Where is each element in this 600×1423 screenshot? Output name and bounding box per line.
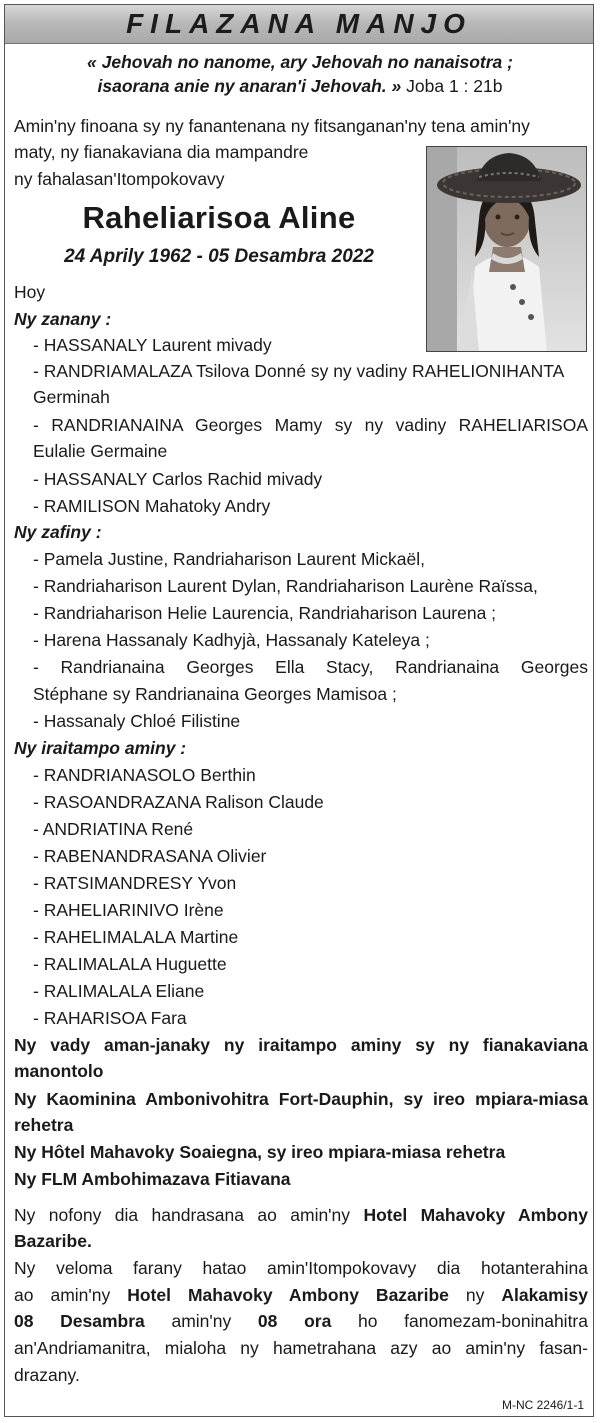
deceased-dates: 24 Aprily 1962 - 05 Desambra 2022 [64, 246, 374, 267]
service-line-4: an'Andriamanitra, mialoha ny hametrahana azy ao amin'ny fasan- [14, 1338, 588, 1358]
list-item: - RATSIMANDRESY Yvon [33, 873, 237, 893]
list-item: - Randrianaina Georges Ella Stacy, Randrianaina Georges [33, 657, 588, 677]
reference-code: M-NC 2246/1-1 [501, 1398, 584, 1412]
others-line: Ny vady aman-janaky ny iraitampo aminy sy ny fianakaviana [14, 1035, 588, 1055]
intro-line-1: Amin'ny finoana sy ny fanantenana ny fitsanganan'ny tena amin'ny [14, 116, 530, 136]
list-item: Eulalie Germaine [33, 441, 168, 461]
others-line: Ny Kaominina Ambonivohitra Fort-Dauphin, sy ireo mpiara-miasa [14, 1089, 588, 1109]
others-line: rehetra [14, 1115, 74, 1135]
list-item: - RALIMALALA Eliane [33, 981, 205, 1001]
list-item: - Hassanaly Chloé Filistine [33, 711, 241, 731]
wake-place-2: Bazaribe. [14, 1231, 92, 1251]
service-line-2 [14, 1282, 588, 1308]
others-line: Ny Hôtel Mahavoky Soaiegna, sy ireo mpiara-miasa rehetra [14, 1142, 506, 1162]
list-item: - RALIMALALA Huguette [33, 954, 227, 974]
list-item: - ANDRIATINA René [33, 819, 194, 839]
service-text: ny [465, 1285, 485, 1305]
list-item: - RANDRIANAINA Georges Mamy sy ny vadiny RAHELIARISOA [33, 415, 588, 435]
list-item: Germinah [33, 387, 110, 407]
grandchildren-heading: Ny zafiny : [14, 522, 102, 542]
service-date: 08 Desambra [14, 1311, 145, 1331]
others-line: manontolo [14, 1061, 104, 1081]
list-item: Stéphane sy Randrianaina Georges Mamisoa ; [33, 684, 397, 704]
list-item: - RAHARISOA Fara [33, 1008, 187, 1028]
list-item: - RANDRIANASOLO Berthin [33, 765, 256, 785]
list-item: - RAHELIMALALA Martine [33, 927, 239, 947]
list-item: - RANDRIAMALAZA Tsilova Donné sy ny vadiny RAHELIONIHANTA [33, 361, 565, 381]
list-item: - Harena Hassanaly Kadhyjà, Hassanaly Kateleya ; [33, 630, 430, 650]
list-item: - Randriaharison Helie Laurencia, Randriaharison Laurena ; [33, 603, 497, 623]
children-heading: Ny zanany : [14, 309, 112, 329]
service-line-5: drazany. [14, 1365, 80, 1385]
wake-text: Ny nofony dia handrasana ao amin'ny [14, 1205, 351, 1225]
siblings-heading: Ny iraitampo aminy : [14, 738, 187, 758]
intro-line-3: ny fahalasan'Itompokovavy [14, 169, 225, 189]
list-item: - Randriaharison Laurent Dylan, Randriaharison Laurène Raïssa, [33, 576, 538, 596]
list-item: - RASOANDRAZANA Ralison Claude [33, 792, 324, 812]
wake-line-1 [14, 1202, 588, 1228]
service-line-1: Ny veloma farany hatao amin'Itompokovavy dia hotanterahina [14, 1258, 588, 1278]
list-item: - RAHELIARINIVO Irène [33, 900, 224, 920]
quote-reference: Joba 1 : 21b [406, 76, 503, 96]
scripture-quote [20, 50, 580, 98]
service-text: amin'ny [171, 1311, 232, 1331]
service-day: Alakamisy [501, 1285, 588, 1305]
list-item: - RABENANDRASANA Olivier [33, 846, 267, 866]
quote-line-1: « Jehovah no nanome, ary Jehovah no nanaisotra ; [87, 52, 513, 72]
hoy-label: Hoy [14, 282, 46, 302]
service-text: ho fanomezam-boninahitra [358, 1311, 588, 1331]
service-venue: Hotel Mahavoky Ambony Bazaribe [127, 1285, 449, 1305]
quote-line-2: isaorana anie ny anaran'i Jehovah. » [97, 76, 402, 96]
list-item: - Pamela Justine, Randriaharison Laurent Mickaël, [33, 549, 425, 569]
deceased-name: Raheliarisoa Aline [82, 200, 356, 235]
service-line-3 [14, 1308, 588, 1334]
wake-place: Hotel Mahavoky Ambony [363, 1205, 588, 1225]
intro-line-2: maty, ny fianakaviana dia mampandre [14, 142, 309, 162]
others-line: Ny FLM Ambohimazava Fitiavana [14, 1169, 291, 1189]
list-item: - HASSANALY Carlos Rachid mivady [33, 469, 323, 489]
banner [5, 5, 593, 44]
service-time: 08 ora [257, 1311, 332, 1331]
list-item: - RAMILISON Mahatoky Andry [33, 496, 271, 516]
banner-title: FILAZANA MANJO [126, 8, 472, 39]
service-text: ao amin'ny [14, 1285, 111, 1305]
list-item: - HASSANALY Laurent mivady [33, 335, 272, 355]
